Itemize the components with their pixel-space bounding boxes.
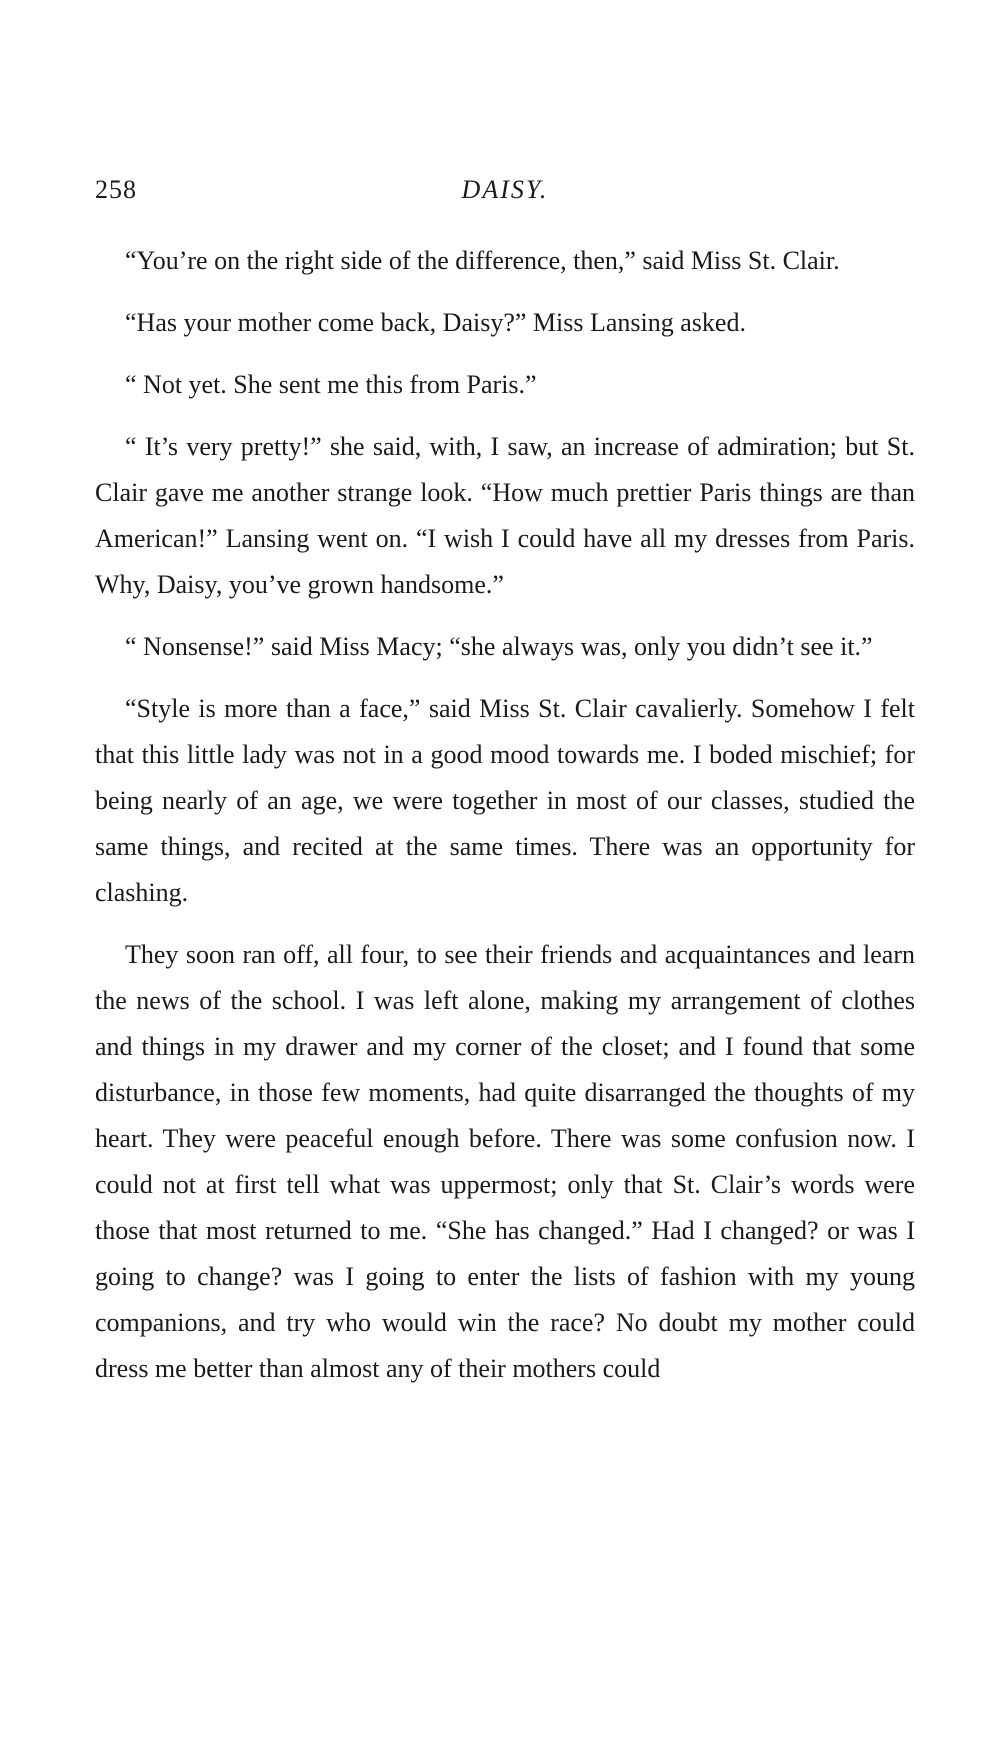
- paragraph: “Style is more than a face,” said Miss St. Clair cavalierly. Somehow I felt that this little lady was not in a good mood towards me. I boded mischief; for being nearly of an age, we were together in most of our classes, studied the same things, and recited at the same times. There was an opportunity for clashing.: [95, 694, 915, 907]
- paragraph: “ Not yet. She sent me this from Paris.”: [125, 370, 537, 399]
- body-text: [95, 238, 915, 1392]
- page-header: [95, 172, 915, 208]
- paragraph: “Has your mother come back, Daisy?” Miss Lansing asked.: [125, 308, 746, 337]
- paragraph: They soon ran off, all four, to see their friends and acquaintances and learn the news of the school. I was left alone, making my arrangement of clothes and things in my drawer and my corner of the closet; and I found that some disturbance, in those few moments, had quite disarranged the thoughts of my heart. They were peaceful enough before. There was some confusion now. I could not at first tell what was uppermost; only that St. Clair’s words were those that most returned to me. “She has changed.” Had I changed? or was I going to change? was I going to enter the lists of fashion with my young companions, and try who would win the race? No doubt my mother could dress me better than almost any of their mothers could: [95, 940, 915, 1383]
- paragraph: “ It’s very pretty!” she said, with, I saw, an increase of admiration; but St. Clair gave me another strange look. “How much prettier Paris things are than American!” Lansing went on. “I wish I could have all my dresses from Paris. Why, Daisy, you’ve grown handsome.”: [95, 432, 915, 599]
- paragraph: “You’re on the right side of the difference, then,” said Miss St. Clair.: [125, 246, 840, 275]
- running-title: DAISY.: [461, 175, 549, 204]
- page-number: 258: [95, 175, 137, 204]
- paragraph: “ Nonsense!” said Miss Macy; “she always was, only you didn’t see it.”: [125, 632, 873, 661]
